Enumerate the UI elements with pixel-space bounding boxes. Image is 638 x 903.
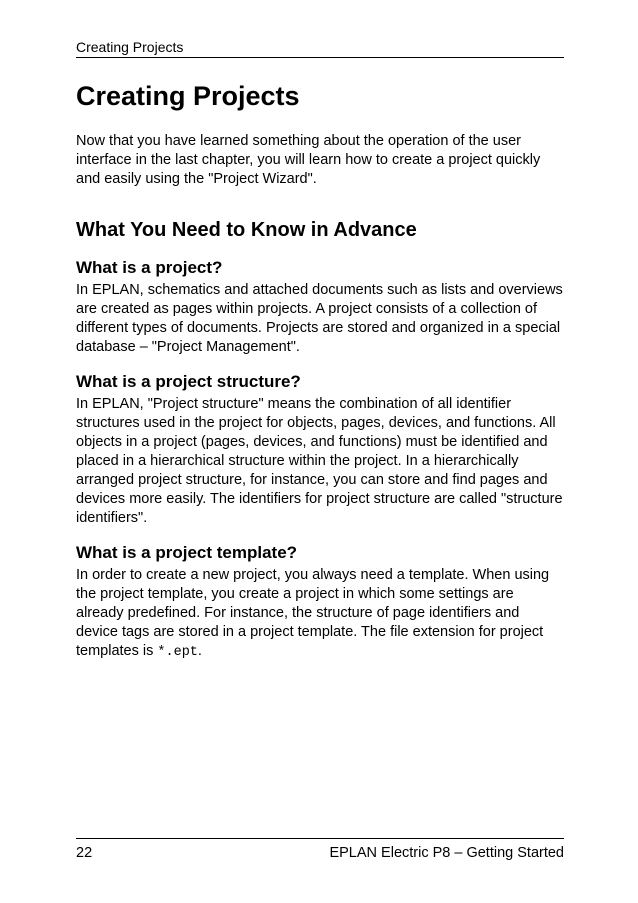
page-number: 22 [76, 845, 93, 861]
file-extension-code: *.ept [157, 645, 198, 660]
subsection-heading-project-template: What is a project template? [76, 543, 298, 562]
running-header: Creating Projects [76, 38, 564, 58]
section-heading: What You Need to Know in Advance [76, 219, 417, 241]
template-text: In order to create a new project, you always need a template. When using the project template, you create a project in which some settings are already predefined. For instance, the structure of page identifiers and device tags are stored in a project template. The file extension for project templates is [76, 567, 550, 659]
page-footer [76, 838, 564, 863]
subsection-text-project-structure: In EPLAN, "Project structure" means the combination of all identifier structures used in the project for objects, pages, devices, and functions. All objects in a project (pages, devices, and functions) must be identified and placed in a hierarchical structure within the project. In a hierarchically arranged project structure, for instance, you can store and find pages and devices more easily. The identifiers for project structure are called "structure identifiers". [76, 396, 563, 526]
subsection-text-project-template [76, 566, 564, 662]
page-content [76, 80, 564, 662]
page-title: Creating Projects [76, 81, 300, 111]
subsection-heading-project-structure: What is a project structure? [76, 372, 301, 391]
intro-paragraph: Now that you have learned something about the operation of the user interface in the last chapter, you will learn how to create a project quickly and easily using the "Project Wizard". [76, 133, 541, 187]
book-title: EPLAN Electric P8 – Getting Started [329, 845, 564, 861]
subsection-text-project: In EPLAN, schematics and attached documents such as lists and overviews are created as pages within projects. A project consists of a collection of different types of documents. Projects are stored and organized in a special database – "Project Management". [76, 282, 563, 355]
template-text-end: . [197, 643, 202, 659]
subsection-heading-project: What is a project? [76, 258, 223, 277]
